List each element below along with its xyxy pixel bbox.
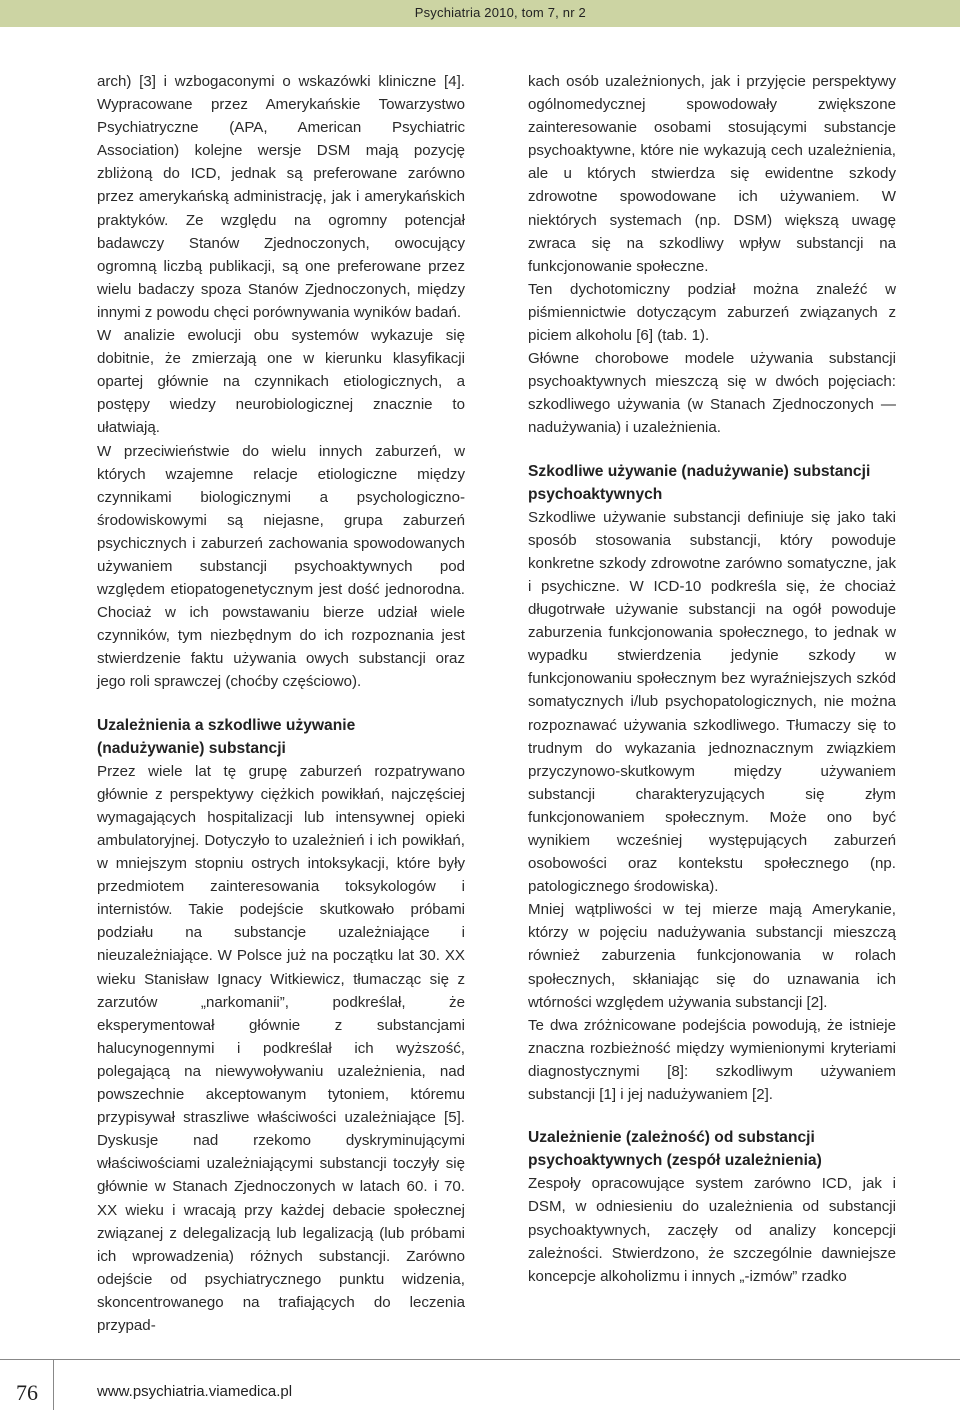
- page-number: 76: [16, 1380, 38, 1405]
- journal-citation: Psychiatria 2010, tom 7, nr 2: [414, 5, 586, 20]
- paragraph: Szkodliwe używanie substancji definiuje się jako taki sposób stosowania substancji, który powoduje konkretne szkody zdrowotne zarówno somatyczne, jak i psychiczne. W ICD-10 podkreśla się, że chociaż długotrwałe używanie substancji na ogół powoduje zaburzenia funkcjonowania społecznego, to jednak w wypadku stwierdzenia jedynie szkody w funkcjonowaniu społecznym bez wyraźniejszych szkód somatycznych i/lub psychopatologicznych, nie można rozpoznawać używania szkodliwego. Tłumaczy się to trudnym do wykazania jednoznacznym związkiem przyczynowo-skutkowym między używaniem substancji charakteryzujących się złym funkcjonowaniem społecznym. Może ono być wynikiem wcześniej występujących zaburzeń osobowości oraz kontekstu społecznego (np. patologicznego środowiska).: [528, 508, 896, 896]
- footer-rule: [0, 1359, 960, 1360]
- section-heading: Uzależnienia a szkodliwe używanie (nadużywanie) substancji: [97, 716, 356, 757]
- right-column: [528, 70, 896, 1288]
- journal-url: www.psychiatria.viamedica.pl: [97, 1383, 293, 1400]
- running-header: [0, 0, 960, 27]
- section-heading: Szkodliwe używanie (nadużywanie) substancji psychoaktywnych: [528, 462, 871, 503]
- paragraph: Te dwa zróżnicowane podejścia powodują, że istnieje znaczna rozbieżność między wymienionymi kryteriami diagnostycznymi [8]: szkodliwym używaniem substancji [1] i jej nadużywaniem [2].: [528, 1016, 896, 1104]
- paragraph: W przeciwieństwie do wielu innych zaburzeń, w których wzajemne relacje etiologiczne między czynnikami biologicznymi a psychologiczno-środowiskowymi są niejasne, grupa zaburzeń psychicznych i zaburzeń zachowania spowodowanych używaniem substancji psychoaktywnych pod względem etiopatogenetycznym jest dość jednorodna. Chociaż w ich powstawaniu bierze udział wiele czynników, tym niezbędnym do ich rozpoznania jest stwierdzenie faktu używania owych substancji oraz jego roli sprawczej (choćby częściowo).: [97, 442, 465, 691]
- paragraph: kach osób uzależnionych, jak i przyjęcie perspektywy ogólnomedycznej spowodowały zwiększone zainteresowanie osobami stosującymi substancje psychoaktywne, które nie wykazują cech uzależnienia, ale u których stwierdza się ewidentne szkody zdrowotne spowodowane ich używaniem. W niektórych systemach (np. DSM) większą uwagę zwraca się na szkodliwy wpływ substancji na funkcjonowanie społeczne.: [528, 73, 896, 275]
- left-column: [97, 70, 465, 1337]
- paragraph: W analizie ewolucji obu systemów wykazuje się dobitnie, że zmierzają one w kierunku klasyfikacji opartej głównie na czynnikach etiologicznych, a postępy wiedzy neurobiologicznej znacznie to ułatwiają.: [97, 327, 465, 437]
- paragraph: arch) [3] i wzbogaconymi o wskazówki kliniczne [4]. Wypracowane przez Amerykańskie Towarzystwo Psychiatryczne (APA, American Psychiatric Association) kolejne wersje DSM mają pozycję zbliżoną do ICD, jednak są preferowane zarówno przez amerykańską administrację, jak i amerykańskich praktyków. Ze względu na ogromny potencjał badawczy Stanów Zjednoczonych, owocujący ogromną liczbą publikacji, są one preferowane przez wielu badaczy spoza Stanów Zjednoczonych, między innymi z powodu chęci porównywania wyników badań.: [97, 73, 465, 321]
- paragraph: Przez wiele lat tę grupę zaburzeń rozpatrywano głównie z perspektywy ciężkich powikłań, najczęściej wymagających hospitalizacji lub intensywnej opieki ambulatoryjnej. Dotyczyło to uzależnień i ich powikłań, w mniejszym stopniu ostrych intoksykacji, które były przedmiotem zainteresowania toksykologów i internistów. Takie podejście skutkowało próbami podziału na substancje uzależniające i nieuzależniające. W Polsce już na początku lat 30. XX wieku Stanisław Ignacy Witkiewicz, tłumacząc się z zarzutów „narkomanii”, podkreślał, że eksperymentował głównie z substancjami halucynogennymi i podkreślał ich wyższość, polegającą na niewywoływaniu uzależnienia, nad powszechnie akceptowanym tytoniem, któremu przypisywał straszliwe właściwości uzależniające [5]. Dyskusje nad rzekomo dyskryminującymi właściwościami uzależniającymi substancji toczyły się głównie w Stanach Zjednoczonych w latach 60. i 70. XX wieku i wracają przy każdej debacie społecznej związanej z delegalizacją lub legalizacją (lub próbami ich wprowadzenia) różnych substancji. Zarówno odejście od psychiatrycznego punktu widzenia, skoncentrowanego na trafiających do leczenia przypad-: [97, 762, 465, 1334]
- paragraph: Zespoły opracowujące system zarówno ICD, jak i DSM, w odniesieniu do uzależnienia od substancji psychoaktywnych, zaczęły od analizy koncepcji zależności. Stwierdzono, że szczególnie dawniejsze koncepcje alkoholizmu i innych „-izmów” rzadko: [528, 1175, 896, 1285]
- footer-divider: [53, 1359, 54, 1410]
- section-heading: Uzależnienie (zależność) od substancji psychoaktywnych (zespół uzależnienia): [528, 1129, 822, 1170]
- paragraph: Ten dychotomiczny podział można znaleźć w piśmiennictwie dotyczącym zaburzeń związanych z piciem alkoholu [6] (tab. 1).: [528, 280, 896, 345]
- paragraph: Mniej wątpliwości w tej mierze mają Amerykanie, którzy w pojęciu nadużywania substancji mieszczą również zaburzenia funkcjonowania w rolach społecznych, skłaniając się do uznawania ich wtórności względem używania substancji [2].: [528, 901, 896, 1011]
- paragraph: Główne chorobowe modele używania substancji psychoaktywnych mieszczą się w dwóch pojęciach: szkodliwego używania (w Stanach Zjednoczonych — nadużywania) i uzależnienia.: [528, 350, 896, 437]
